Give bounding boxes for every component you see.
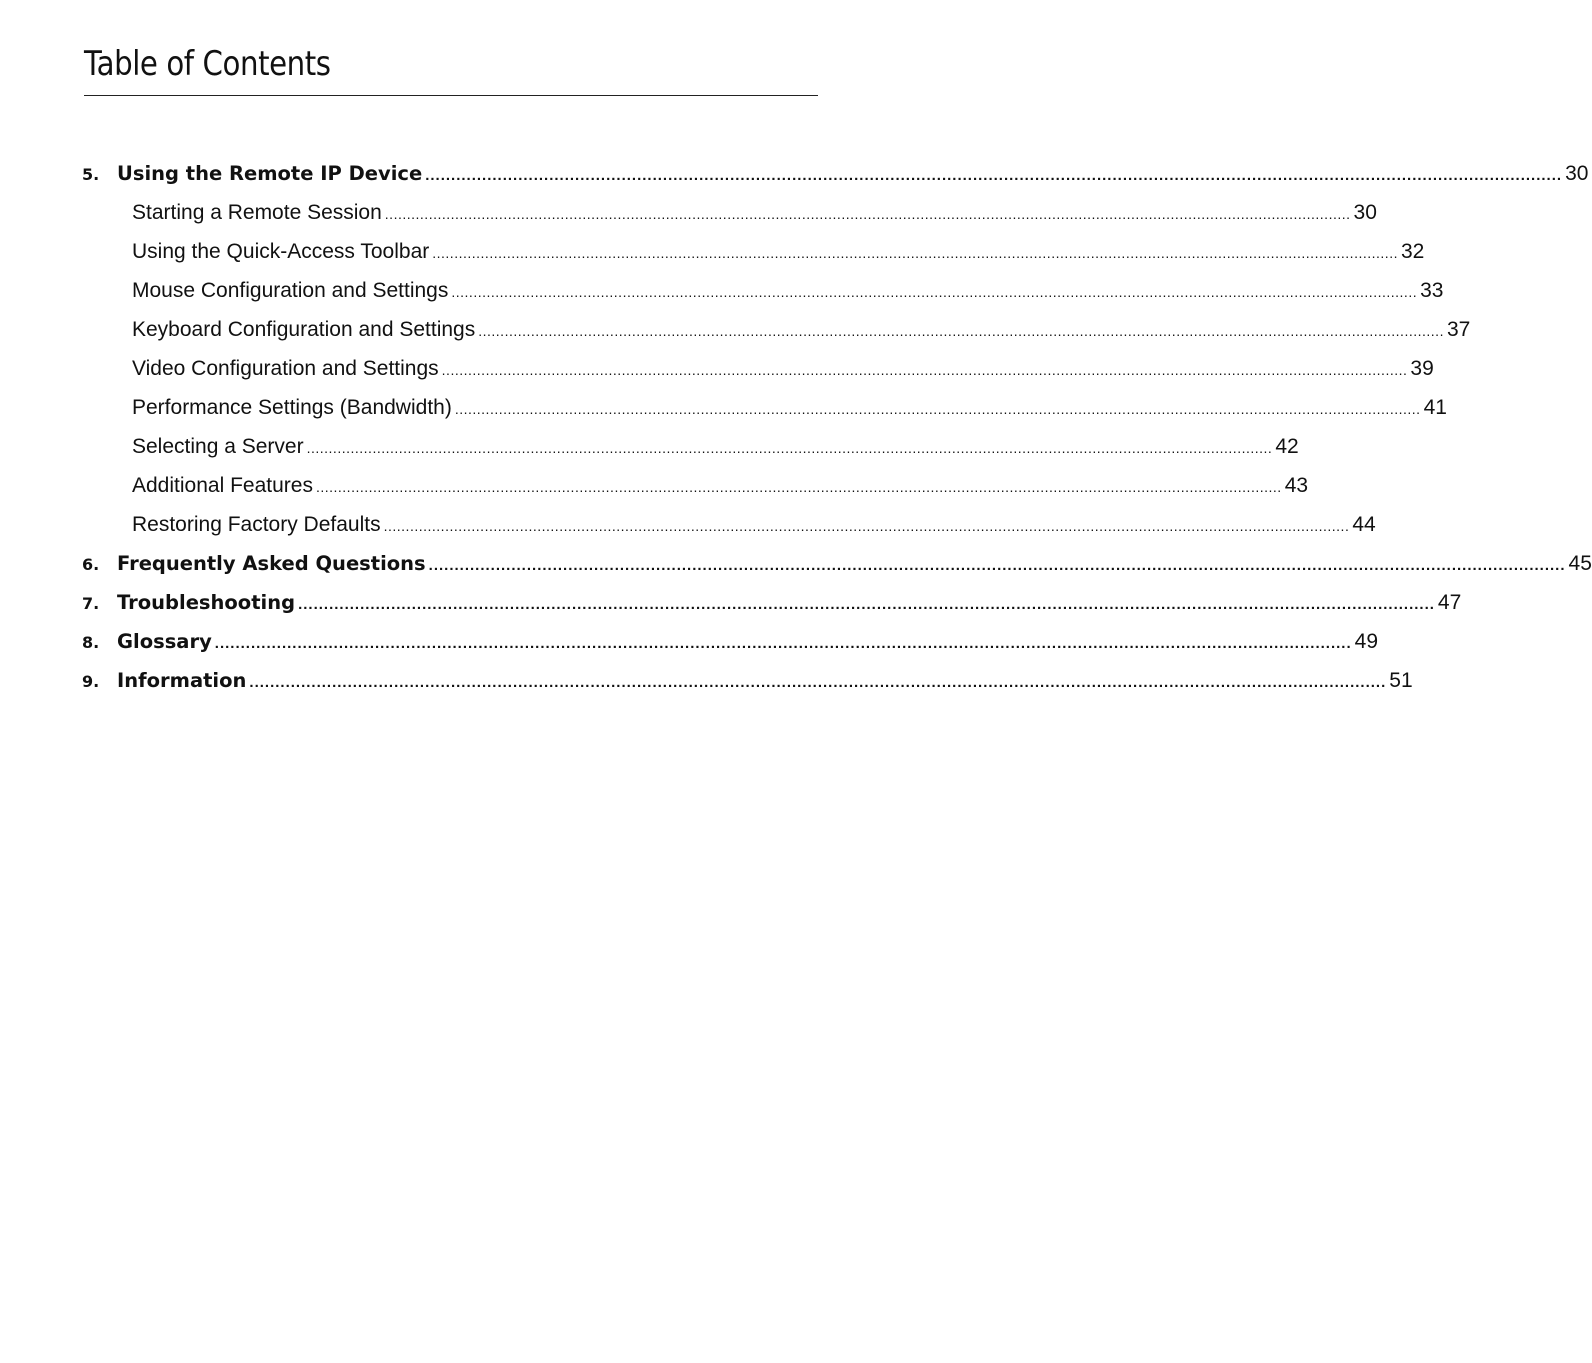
toc-entry-keyboard-configuration[interactable] [82, 310, 1471, 349]
toc-dot-leader: ............................................................................................................................................................................................................................ [298, 596, 1435, 613]
toc-entry-label: Selecting a Server [132, 435, 304, 458]
toc-entry-performance-settings[interactable] [82, 388, 1447, 427]
toc-dot-leader: ............................................................................................................................................................................................................................ [315, 479, 1282, 495]
toc-dot-leader: ............................................................................................................................................................................................................................ [249, 674, 1387, 691]
toc-dot-leader: ............................................................................................................................................................................................................................ [383, 518, 1350, 534]
toc-entry-label: Restoring Factory Defaults [132, 513, 381, 536]
toc-entry-information[interactable] [82, 661, 1413, 700]
toc-entry-page: 42 [1275, 435, 1299, 458]
toc-entry-label: Glossary [117, 630, 212, 653]
toc-entry-page: 43 [1284, 474, 1309, 497]
toc-dot-leader: ............................................................................................................................................................................................................................ [478, 323, 1444, 339]
toc-dot-leader: ............................................................................................................................................................................................................................ [454, 401, 1421, 417]
toc-dot-leader: ............................................................................................................................................................................................................................ [441, 362, 1408, 378]
toc-entry-starting-remote-session[interactable] [82, 193, 1377, 232]
toc-entry-page: 47 [1437, 591, 1462, 614]
toc-entry-page: 30 [1353, 201, 1377, 224]
toc-entry-selecting-server[interactable] [82, 427, 1299, 466]
toc-entry-label: Frequently Asked Questions [117, 552, 426, 575]
table-of-contents [82, 154, 1592, 700]
toc-entry-additional-features[interactable] [82, 466, 1309, 505]
toc-entry-label: Mouse Configuration and Settings [132, 279, 449, 302]
toc-entry-using-remote-ip-device[interactable] [82, 154, 1589, 193]
toc-entry-number: 5. [82, 165, 100, 184]
toc-dot-leader: ............................................................................................................................................................................................................................ [425, 167, 1563, 184]
toc-entry-page: 45 [1568, 552, 1592, 575]
toc-entry-page: 39 [1410, 357, 1434, 380]
toc-entry-label: Using the Quick-Access Toolbar [132, 240, 430, 263]
toc-entry-page: 41 [1423, 396, 1447, 419]
toc-entry-faq[interactable] [82, 544, 1592, 583]
toc-entry-label: Troubleshooting [117, 591, 296, 614]
toc-entry-label: Video Configuration and Settings [132, 357, 439, 380]
toc-entry-label: Additional Features [132, 474, 313, 497]
toc-entry-label: Keyboard Configuration and Settings [132, 318, 476, 341]
toc-dot-leader: ............................................................................................................................................................................................................................ [306, 440, 1273, 456]
toc-entry-quick-access-toolbar[interactable] [82, 232, 1425, 271]
toc-entry-page: 37 [1446, 318, 1471, 341]
toc-entry-mouse-configuration[interactable] [82, 271, 1444, 310]
toc-entry-label: Performance Settings (Bandwidth) [132, 396, 452, 419]
toc-dot-leader: ............................................................................................................................................................................................................................ [214, 635, 1352, 652]
toc-entry-number: 9. [82, 672, 100, 691]
toc-entry-label: Starting a Remote Session [132, 201, 382, 224]
toc-entry-restoring-factory-defaults[interactable] [82, 505, 1376, 544]
toc-entry-number: 8. [82, 633, 100, 652]
toc-entry-page: 51 [1389, 669, 1413, 692]
toc-dot-leader: ............................................................................................................................................................................................................................ [451, 284, 1418, 300]
toc-entry-page: 44 [1352, 513, 1376, 536]
page-title: Table of Contents [84, 44, 331, 84]
toc-entry-page: 30 [1565, 162, 1589, 185]
toc-dot-leader: ............................................................................................................................................................................................................................ [384, 206, 1351, 222]
toc-entry-label: Using the Remote IP Device [117, 162, 423, 185]
toc-entry-page: 49 [1354, 630, 1379, 653]
toc-dot-leader: ............................................................................................................................................................................................................................ [428, 557, 1566, 574]
toc-entry-troubleshooting[interactable] [82, 583, 1462, 622]
toc-entry-number: 6. [82, 555, 100, 574]
toc-entry-page: 33 [1420, 279, 1444, 302]
toc-entry-page: 32 [1400, 240, 1425, 263]
toc-entry-number: 7. [82, 594, 100, 613]
title-divider [84, 95, 818, 96]
toc-entry-glossary[interactable] [82, 622, 1379, 661]
toc-entry-video-configuration[interactable] [82, 349, 1434, 388]
toc-dot-leader: ............................................................................................................................................................................................................................ [432, 245, 1398, 261]
toc-entry-label: Information [117, 669, 247, 692]
